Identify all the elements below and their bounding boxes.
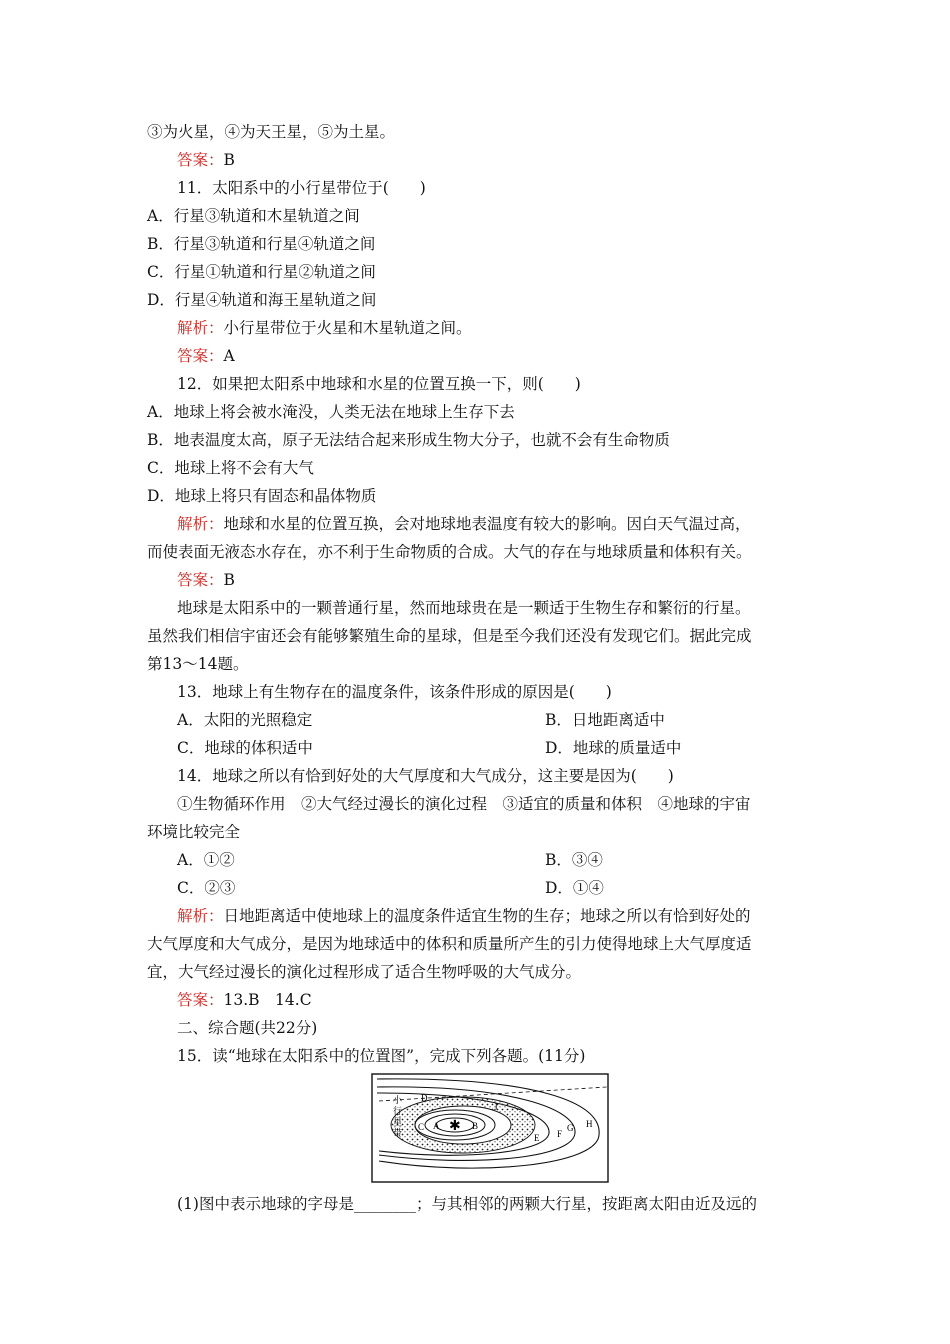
sun-icon: ✱ [449,1118,461,1134]
belt-label-char: 带 [393,1129,403,1139]
belt-label-char: 星 [393,1118,403,1128]
option-11d: D．行星④轨道和海王星轨道之间 [147,291,377,309]
analysis-text: 小行星带位于火星和木星轨道之间。 [223,319,472,337]
label-e: E [534,1133,540,1143]
question-11: 11．太阳系中的小行星带位于( ) [177,179,426,197]
option-13c: C．地球的体积适中 [177,739,313,757]
answer-line [177,345,235,367]
text-line: ③为火星，④为天王星，⑤为土星。 [147,123,396,141]
question-13: 13．地球上有生物存在的温度条件，该条件形成的原因是( ) [177,683,612,701]
option-14d: D．①④ [545,879,604,897]
belt-label-char: 行 [393,1107,403,1117]
analysis-continuation: 而使表面无液态水存在，亦不利于生命物质的合成。大气的存在与地球质量和体积有关。 [147,543,752,561]
question-12: 12．如果把太阳系中地球和水星的位置互换一下，则( ) [177,375,581,393]
answer-line [177,569,235,591]
answer-label: 答案： [177,991,224,1009]
option-14b: B．③④ [545,851,603,869]
analysis-continuation: 大气厚度和大气成分，是因为地球适中的体积和质量所产生的引力使得地球上大气厚度适 [147,935,752,953]
question-14: 14．地球之所以有恰到好处的大气厚度和大气成分，这主要是因为( ) [177,767,674,785]
answer-line [177,989,312,1011]
answer-value: B [223,571,235,589]
statement-line: ①生物循环作用 ②大气经过漫长的演化过程 ③适宜的质量和体积 ④地球的宇宙 [177,795,751,813]
answer-label: 答案： [177,347,224,365]
label-d: D [421,1093,428,1103]
passage-line: 虽然我们相信宇宙还会有能够繁殖生命的星球，但是至今我们还没有发现它们。据此完成 [147,627,752,645]
option-13b: B．日地距离适中 [545,711,665,729]
analysis-continuation: 宜，大气经过漫长的演化过程形成了适合生物呼吸的大气成分。 [147,963,582,981]
analysis-text: 日地距离适中使地球上的温度条件适宜生物的生存；地球之所以有恰到好处的 [223,907,751,925]
analysis-label: 解析： [177,319,224,337]
analysis-label: 解析： [177,515,224,533]
option-14a: A．①② [177,851,235,869]
analysis-line [177,317,472,339]
label-c: C [418,1122,425,1132]
option-12d: D．地球上将只有固态和晶体物质 [147,487,377,505]
answer-value: B [223,151,235,169]
analysis-line [177,905,751,927]
option-11a: A．行星③轨道和木星轨道之间 [147,207,360,225]
option-11b: B．行星③轨道和行星④轨道之间 [147,235,376,253]
option-11c: C．行星①轨道和行星②轨道之间 [147,263,376,281]
option-12c: C．地球上将不会有大气 [147,459,314,477]
solar-system-figure [371,1073,609,1183]
statement-line: 环境比较完全 [147,823,241,841]
option-13a: A．太阳的光照稳定 [177,711,313,729]
option-14c: C．②③ [177,879,236,897]
option-12a: A．地球上将会被水淹没，人类无法在地球上生存下去 [147,403,515,421]
question-15: 15．读“地球在太阳系中的位置图”，完成下列各题。(11分) [177,1047,586,1065]
passage-line: 地球是太阳系中的一颗普通行星，然而地球贵在是一颗适于生物生存和繁衍的行星。 [177,599,751,617]
section-heading: 二、综合题(共22分) [177,1019,318,1037]
answer-value: A [223,347,235,365]
analysis-line [177,513,751,535]
label-g: G [567,1123,574,1133]
analysis-label: 解析： [177,907,224,925]
answer-label: 答案： [177,571,224,589]
label-h: H [586,1119,593,1129]
label-b: B [472,1121,479,1131]
analysis-text: 地球和水星的位置互换，会对地球地表温度有较大的影响。因白天气温过高， [223,515,751,533]
answer-line [177,149,235,171]
answer-value: 13.B 14.C [223,991,312,1009]
label-j: J [494,1102,498,1112]
option-13d: D．地球的质量适中 [545,739,682,757]
belt-label-char: 小 [393,1096,403,1106]
label-f: F [557,1129,563,1139]
passage-line: 第13～14题。 [147,655,249,673]
answer-label: 答案： [177,151,224,169]
question-15-1: (1)图中表示地球的字母是________；与其相邻的两颗大行星，按距离太阳由近及远的 [177,1195,757,1213]
option-12b: B．地表温度太高，原子无法结合起来形成生物大分子，也就不会有生命物质 [147,431,670,449]
label-a: A [433,1121,440,1131]
